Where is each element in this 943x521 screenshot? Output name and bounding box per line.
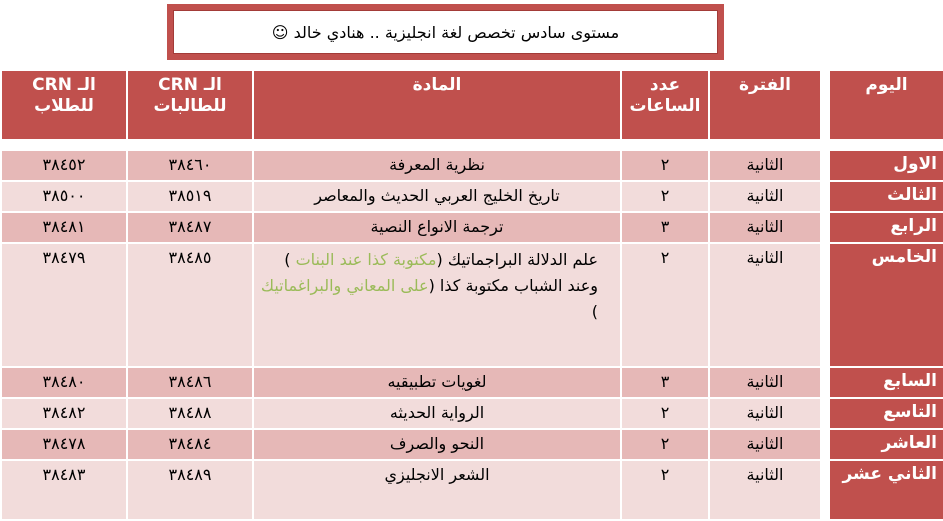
title-banner (167, 4, 724, 60)
day-cell: الخامس (829, 243, 943, 367)
day-cell: الثاني عشر (829, 460, 943, 520)
period-cell: الثانية (709, 429, 821, 460)
crn-male-cell: ٣٨٤٨٠ (1, 367, 127, 398)
crn-male-cell: ٣٨٤٨٣ (1, 460, 127, 520)
crn-female-cell: ٣٨٤٨٩ (127, 460, 253, 520)
crn-female-cell: ٣٨٤٨٦ (127, 367, 253, 398)
header-day: اليوم (829, 70, 943, 140)
header-hours: عدد الساعات (621, 70, 709, 140)
table-row (1, 398, 943, 429)
period-cell: الثانية (709, 367, 821, 398)
crn-male-cell: ٣٨٤٥٢ (1, 150, 127, 181)
subject-cell: النحو والصرف (253, 429, 621, 460)
crn-female-cell: ٣٨٤٨٧ (127, 212, 253, 243)
subject-cell: نظرية المعرفة (253, 150, 621, 181)
subject-cell: الشعر الانجليزي (253, 460, 621, 520)
crn-male-cell: ٣٨٤٧٨ (1, 429, 127, 460)
day-cell: الثالث (829, 181, 943, 212)
header-crn-female: الـ CRN للطالبات (127, 70, 253, 140)
header-row (1, 70, 943, 140)
table-row (1, 150, 943, 181)
hours-cell: ٢ (621, 429, 709, 460)
crn-male-cell: ٣٨٥٠٠ (1, 181, 127, 212)
hours-cell: ٢ (621, 243, 709, 367)
schedule-table (0, 69, 943, 521)
table-row (1, 367, 943, 398)
female-note: مكتوبة كذا عند البنات (295, 250, 437, 269)
male-note: على المعاني والبراغماتيك (260, 276, 429, 295)
hours-cell: ٣ (621, 212, 709, 243)
subject-text: علم الدلالة البراجماتيك ( (436, 250, 598, 269)
crn-male-cell: ٣٨٤٨٢ (1, 398, 127, 429)
crn-male-cell: ٣٨٤٧٩ (1, 243, 127, 367)
subject-cell (253, 243, 621, 367)
table-row (1, 460, 943, 520)
title-text: مستوى سادس تخصص لغة انجليزية .. هنادي خالد ☺ (173, 10, 718, 54)
period-cell: الثانية (709, 460, 821, 520)
hours-cell: ٢ (621, 181, 709, 212)
subject-text: وعند الشباب مكتوبة كذا ( (428, 276, 598, 295)
subject-text: ) (284, 250, 296, 269)
subject-cell: تاريخ الخليج العربي الحديث والمعاصر (253, 181, 621, 212)
crn-female-cell: ٣٨٤٨٥ (127, 243, 253, 367)
day-cell: الاول (829, 150, 943, 181)
header-subject: المادة (253, 70, 621, 140)
header-crn-male: الـ CRN للطلاب (1, 70, 127, 140)
header-period: الفترة (709, 70, 821, 140)
crn-male-cell: ٣٨٤٨١ (1, 212, 127, 243)
day-cell: السابع (829, 367, 943, 398)
period-cell: الثانية (709, 398, 821, 429)
day-cell: العاشر (829, 429, 943, 460)
table-row (1, 181, 943, 212)
crn-female-cell: ٣٨٤٨٤ (127, 429, 253, 460)
subject-text: ) (591, 302, 598, 321)
table-row (1, 243, 943, 367)
hours-cell: ٢ (621, 460, 709, 520)
table-row (1, 212, 943, 243)
hours-cell: ٢ (621, 150, 709, 181)
crn-female-cell: ٣٨٤٦٠ (127, 150, 253, 181)
period-cell: الثانية (709, 212, 821, 243)
day-cell: التاسع (829, 398, 943, 429)
subject-cell: لغويات تطبيقيه (253, 367, 621, 398)
hours-cell: ٣ (621, 367, 709, 398)
period-cell: الثانية (709, 181, 821, 212)
period-cell: الثانية (709, 150, 821, 181)
subject-cell: الرواية الحديثه (253, 398, 621, 429)
crn-female-cell: ٣٨٥١٩ (127, 181, 253, 212)
crn-female-cell: ٣٨٤٨٨ (127, 398, 253, 429)
day-cell: الرابع (829, 212, 943, 243)
hours-cell: ٢ (621, 398, 709, 429)
subject-cell: ترجمة الانواع النصية (253, 212, 621, 243)
period-cell: الثانية (709, 243, 821, 367)
table-row (1, 429, 943, 460)
